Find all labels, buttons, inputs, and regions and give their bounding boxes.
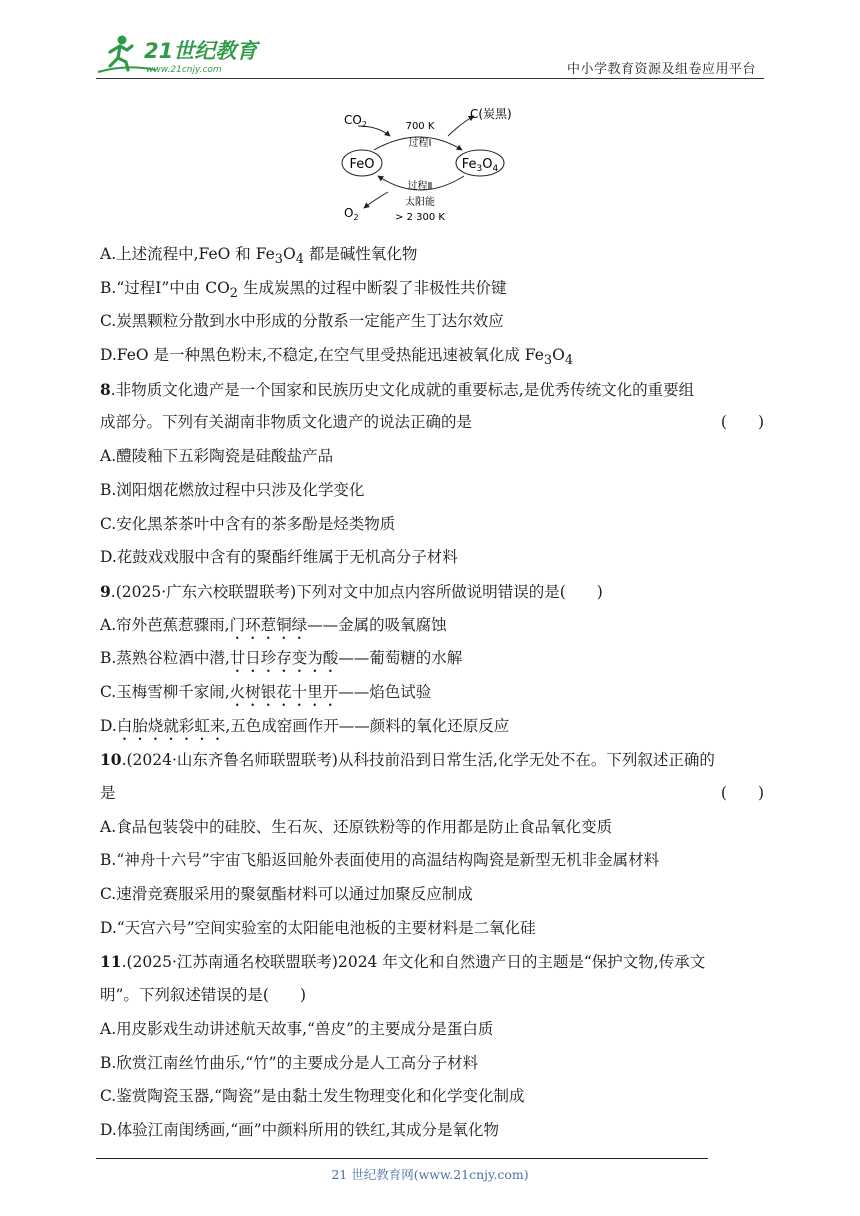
q10-option-b: B.“神舟十六号”宇宙飞船返回舱外表面使用的高温结构陶瓷是新型无机非金属材料 [100, 851, 660, 870]
q9-option-b: B.蒸熟谷粒酒中潜,廿日珍存变为酸——葡萄糖的水解 [100, 649, 463, 668]
q10-number: 10 [100, 750, 122, 770]
q10-stem-line-1: 10.(2024·山东齐鲁名师联盟联考)从科技前沿到日常生活,化学无处不在。下列叙述正确的 [100, 750, 715, 770]
q11-number: 11 [100, 952, 122, 972]
q11-stem-line-2: 明”。下列叙述错误的是( ) [100, 986, 307, 1005]
q8-option-b: B.浏阳烟花燃放过程中只涉及化学变化 [100, 480, 365, 499]
temp-700k-label: 700 K [405, 121, 435, 132]
process-1-label: 过程Ⅰ [408, 138, 432, 149]
q7-option-c: C.炭黑颗粒分散到水中形成的分散系一定能产生丁达尔效应 [100, 312, 504, 331]
footer-text: 21 世纪教育网(www.21cnjy.com) [331, 1167, 529, 1182]
q7-option-a: A.上述流程中,FeO 和 $Fe_3O_4$ 都是碱性氧化物 [100, 245, 418, 268]
q10-option-d: D.“天宫六号”空间实验室的太阳能电池板的主要材料是二氧化硅 [100, 918, 536, 937]
question-content [100, 238, 764, 1148]
q9-number: 9 [100, 581, 111, 601]
q9-option-d: D.白胎烧就彩虹来,五色成窑画作开——颜料的氧化还原反应 [100, 716, 510, 735]
q11-option-b: B.欣赏江南丝竹曲乐,“竹”的主要成分是人工高分子材料 [100, 1053, 479, 1072]
fe3o4-label: $Fe_3O_4$ [461, 157, 499, 174]
q10-option-a: A.食品包装袋中的硅胶、生石灰、还原铁粉等的作用都是防止食品氧化变质 [100, 817, 613, 836]
o2-label: $O_2$ [344, 206, 359, 222]
q11-option-c: C.鉴赏陶瓷玉器,“陶瓷”是由黏土发生物理变化和化学变化制成 [100, 1087, 525, 1106]
q11-option-a: A.用皮影戏生动讲述航天故事,“兽皮”的主要成分是蛋白质 [100, 1019, 494, 1038]
footer-divider [96, 1158, 708, 1159]
q8-answer-paren: ( ) [720, 413, 764, 432]
q8-stem-line-1: 8.非物质文化遗产是一个国家和民族历史文化成就的重要标志,是优秀传统文化的重要组 [100, 379, 695, 399]
o2-output-arrow [364, 192, 388, 208]
q8-number: 8 [100, 379, 111, 399]
reaction-cycle-diagram [338, 104, 528, 228]
q7-option-d: D.FeO 是一种黑色粉末,不稳定,在空气里受热能迅速被氧化成 $Fe_3O_4$ [100, 346, 574, 369]
q9-option-a: A.帘外芭蕉惹骤雨,门环惹铜绿——金属的吸氧腐蚀 [100, 615, 447, 634]
feo-label: FeO [349, 157, 375, 172]
q8-option-a: A.醴陵釉下五彩陶瓷是硅酸盐产品 [100, 447, 334, 466]
q9-stem: 9.(2025·广东六校联盟联考)下列对文中加点内容所做说明错误的是( ) [100, 581, 603, 601]
q8-option-c: C.安化黑茶茶叶中含有的茶多酚是烃类物质 [100, 514, 396, 533]
carbon-label: C(炭黑) [470, 107, 512, 121]
platform-name: 中小学教育资源及组卷应用平台 [566, 62, 756, 77]
q11-option-d: D.体验江南闺绣画,“画”中颜料所用的铁红,其成分是氧化物 [100, 1120, 500, 1139]
logo-title: 21世纪教育 [144, 39, 258, 63]
q10-option-c: C.速滑竞赛服采用的聚氨酯材料可以通过加聚反应制成 [100, 885, 473, 904]
q8-option-d: D.花鼓戏戏服中含有的聚酯纤维属于无机高分子材料 [100, 548, 458, 567]
q10-stem-line-2: 是 ( ) [100, 777, 764, 811]
temp-2300k-label: > 2 300 K [395, 212, 445, 223]
process-2-label: 过程Ⅱ [407, 181, 433, 192]
co2-label: $CO_2$ [344, 113, 367, 129]
logo-url: www.21cnjy.com [146, 65, 222, 75]
q11-stem-line-1: 11.(2025·江苏南通名校联盟联考)2024 年文化和自然遗产日的主题是“保护文物,传承文 [100, 952, 706, 972]
q10-answer-paren: ( ) [720, 784, 764, 802]
solar-label: 太阳能 [405, 197, 435, 208]
q7-option-b: B.“过程Ⅰ”中由 $CO_2$ 生成炭黑的过程中断裂了非极性共价键 [100, 278, 507, 301]
page-header [96, 28, 764, 80]
header-divider [96, 78, 764, 79]
q8-stem-line-2: 成部分。下列有关湖南非物质文化遗产的说法正确的是 ( ) [100, 406, 764, 440]
q9-option-c: C.玉梅雪柳千家闹,火树银花十里开——焰色试验 [100, 682, 432, 701]
site-logo [96, 32, 266, 76]
